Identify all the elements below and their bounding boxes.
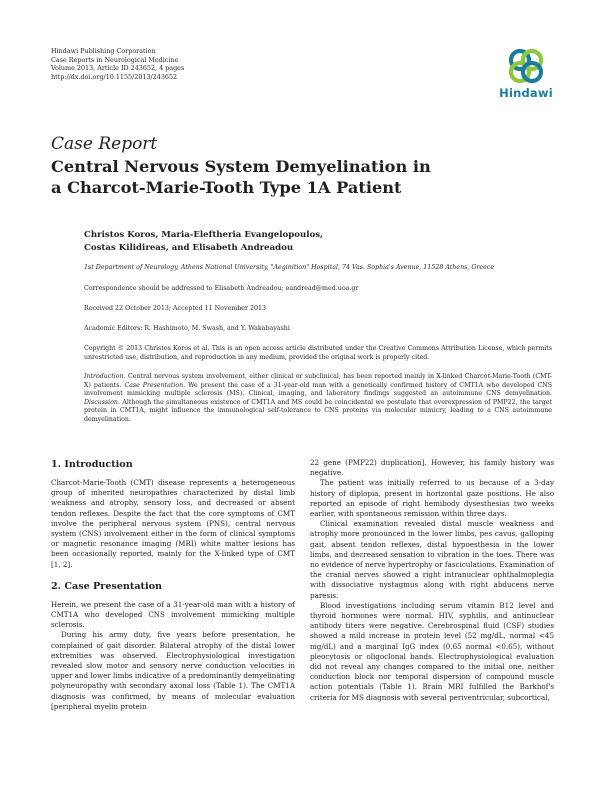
correspondence: Correspondence should be addressed to Elisabeth Andreadou; eandread@med.uoa.gr [84,285,359,292]
volume-info: Volume 2013, Article ID 243652, 4 pages [51,64,185,73]
title-line-2: a Charcot-Marie-Tooth Type 1A Patient [51,177,402,197]
right-column [310,458,554,703]
introduction-paragraph: Charcot-Marie-Tooth (CMT) disease represents a heterogeneous group of inherited neuropathies characterized by distal limb weakness and atrophy, sensory loss, and decreased or absent tendon reflexes. Despite the fact that the core symptoms of CMT involve the peripheral nervous system (PNS), central nervous system (CNS) involvement either in the form of clinical symptoms or magnetic resonance imaging (MRI) white matter lesions has been occasionally reported, mainly for the X-linked type of CMT [1, 2]. [51,478,295,569]
authors-line-2: Costas Kilidireas, and Elisabeth Andreadou [84,242,294,253]
hindawi-logo-text: Hindawi [499,86,553,100]
copyright-notice: Copyright © 2013 Christos Koros et al. This is an open access article distributed under the Creative Commons Attribution License, which permits unrestricted use, distribution, and reproduction in any medium, provided the original work is properly cited. [84,345,552,361]
left-column [51,458,295,712]
journal-header [51,47,184,81]
authors-line-1: Christos Koros, Maria-Eleftheria Evangelopoulos, [84,230,324,240]
abstract-intro-text: Central nervous system involvement, either clinical or subclinical, has been reported mainly in X-linked Charcot-Marie-Tooth (CMT-X) patients. [84,373,552,389]
abstract-case-label: Case Presentation. [124,381,186,389]
section-introduction-heading: 1. Introduction [51,459,133,470]
academic-editors: Academic Editors: R. Hashimoto, M. Swash, and Y. Wakabayashi [84,325,290,332]
case-paragraph-2: During his army duty, five years before presentation, he complained of gait disorder. Bilateral atrophy of the distal lower extremities was observed. Electrophysiological investigation revealed slow motor and sensory nerve conduction velocities in upper and lower limbs indicative of a predominantly demyelinating polyneuropathy with secondary axonal loss (Table 1). The CMT1A diagnosis was confirmed, by means of molecular evaluation [peripheral myelin protein [51,630,295,711]
journal-name: Case Reports in Neurological Medicine [51,55,179,64]
affiliation: 1st Department of Neurology, Athens National University, "Aeginition" Hospital, 74 Vas. Sophia's Avenue, 11528 Athens, Greece [84,264,495,271]
abstract-intro-label: Introduction. [84,373,126,380]
doi-link[interactable]: http://dx.doi.org/10.1155/2013/243652 [51,72,178,81]
case-paragraph-5: Blood investigations including serum vitamin B12 level and thyroid hormones were normal. HIV, syphilis, and antinuclear antibody titers were negative. Cerebrospinal fluid (CSF) studies showed a mild increase in protein level (52 mg/dL, normal <45 mg/dL) and a marginal IgG index (0.65 normal <0.65), without pleocytosis or oligoclonal bands. Electrophysiological evaluation did not reveal any changes compared to the initial one, neither conduction block nor temporal dispersion of compound muscle action potentials (Table 1). Brain MRI fulfilled the Barkhof's criteria for MS diagnosis with several periventricular, subcortical, [310,600,554,702]
article-type: Case Report [51,134,158,154]
abstract-case-text: We present the case of a 31-year-old man with a genetically confirmed history of CMT1A who developed CNS involvement mimicking multiple sclerosis (MS). Clinical, imaging, and laboratory findings suggested an autoimmune CNS demyelination. [84,381,553,398]
hindawi-logo-icon [506,46,546,86]
abstract [84,373,552,425]
case-paragraph-continued: 22 gene (PMP22) duplication]. However, his family history was negative. [310,458,554,478]
hindawi-logo [498,46,554,106]
section-case-presentation-heading: 2. Case Presentation [51,580,163,592]
article-title [51,157,531,198]
received-dates: Received 22 October 2013; Accepted 11 November 2013 [84,305,267,312]
abstract-discussion-label: Discussion. [84,398,120,406]
case-paragraph-4: Clinical examination revealed distal muscle weakness and atrophy more pronounced in the lower limbs, pes cavus, galloping gait, absent tendon reflexes, distal hypoesthesia in the lower limbs, and decreased sensation to vibration in the toes. There was no evidence of nerve hypertrophy or fasciculations. Examination of the cranial nerves showed a right intranuclear ophthalmoplegia with dissociative nystagmus along with right abducens nerve paresis. [310,519,554,600]
case-paragraph-3: The patient was initially referred to us because of a 3-day history of diplopia, present in horizontal gaze positions. He also reported an episode of right hemibody dysesthesias two weeks earlier, with spontaneous remission within three days. [310,478,554,519]
title-line-1: Central Nervous System Demyelination in [51,157,431,176]
case-paragraph-1: Herein, we present the case of a 31-year-old man with a history of CMT1A who developed CNS involvement mimicking multiple sclerosis. [51,599,295,630]
publisher-name: Hindawi Publishing Corporation [51,47,156,55]
author-list [84,229,484,254]
abstract-discussion-text: Although the simultaneous existence of CMT1A and MS could be coincidental we postulate that overexpression of PMP22, the target protein in CMT1A, might influence the immunological self-tolerance to CNS proteins via molecular mimicry, leading to a CNS autoimmune demyelination. [84,398,552,423]
